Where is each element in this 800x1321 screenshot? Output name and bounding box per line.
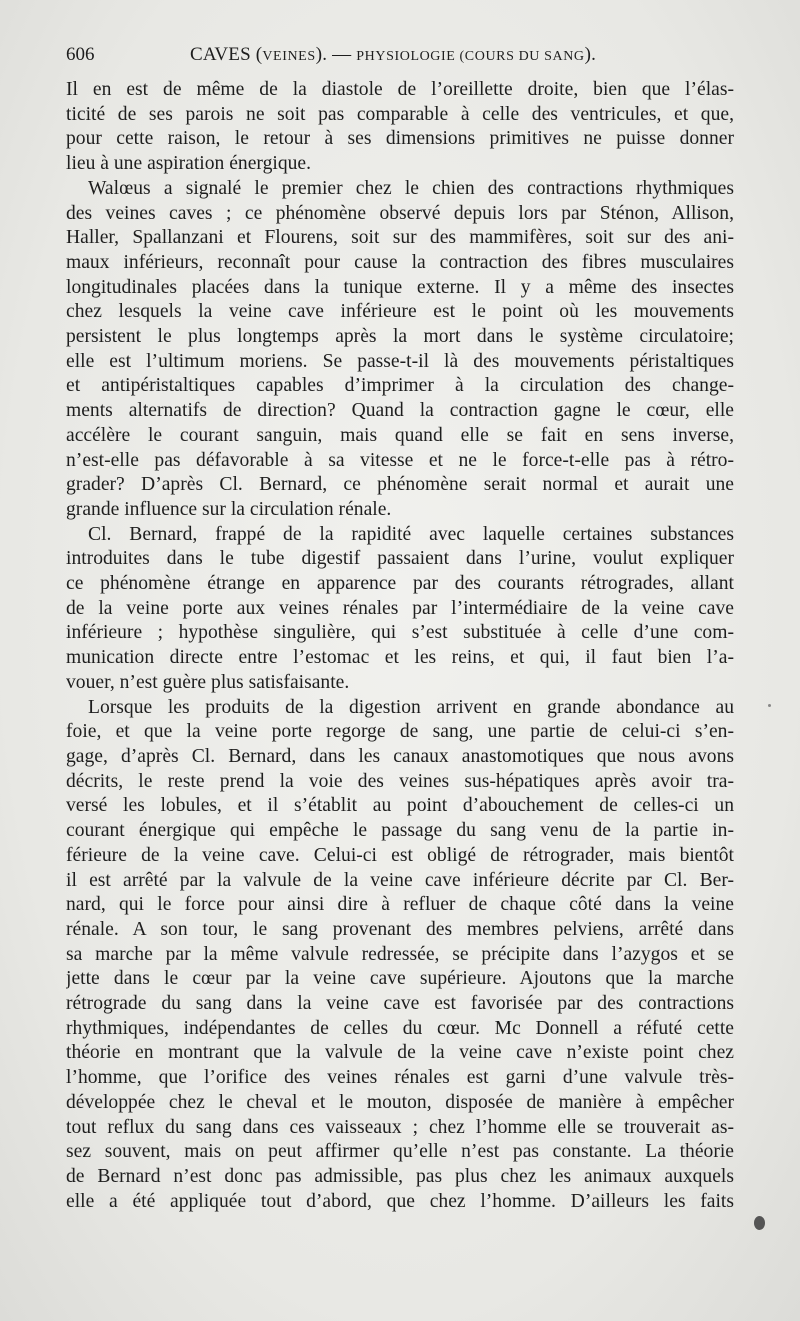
text-line: Haller, Spallanzani et Flourens, soit sur des mammifères, soit sur des ani- (66, 227, 734, 249)
text-line: munication directe entre l’estomac et les reins, et qui, il faut bien l’a- (66, 647, 734, 669)
text-line: persistent le plus longtemps après la mort dans le système circulatoire; (66, 326, 734, 348)
text-line: maux inférieurs, reconnaît pour cause la contraction des fibres musculaires (66, 251, 734, 273)
text-line: et antipéristaltiques capables d’imprimer à la circulation des change- (66, 375, 734, 397)
paragraph-2 (66, 177, 734, 523)
text-line: des veines caves ; ce phénomène observé depuis lors par Sténon, Allison, (66, 202, 734, 224)
text-line: théorie en montrant que la valvule de la veine cave n’existe point chez (66, 1042, 734, 1064)
ink-dot (768, 704, 771, 707)
text-line: versé les lobules, et il s’établit au point d’abouchement de celles-ci un (66, 795, 734, 817)
ink-spot (754, 1216, 765, 1230)
paragraph-3 (66, 523, 734, 696)
paragraph-4 (66, 696, 734, 1215)
text-line: développée chez le cheval et le mouton, disposée de manière à empêcher (66, 1091, 734, 1113)
text-line: lieu à une aspiration énergique. (66, 153, 312, 175)
text-line: Lorsque les produits de la digestion arrivent en grande abondance au (88, 696, 734, 718)
text-line: gage, d’après Cl. Bernard, dans les canaux anastomotiques que nous avons (66, 745, 734, 767)
text-line: accélère le courant sanguin, mais quand elle se fait en sens inverse, (66, 424, 734, 446)
text-line: rhythmiques, indépendantes de celles du cœur. Mc Donnell a réfuté cette (66, 1017, 734, 1039)
text-line: introduites dans le tube digestif passaient dans l’urine, voulut expliquer (66, 548, 734, 570)
text-line: grande influence sur la circulation rénale. (66, 498, 392, 520)
text-line: décrits, le reste prend la voie des veines sus-hépatiques après avoir tra- (66, 770, 734, 792)
text-line: sez souvent, mais on peut affirmer qu’elle n’est pas constante. La théorie (66, 1141, 734, 1163)
page-number: 606 (66, 44, 95, 65)
text-line: Cl. Bernard, frappé de la rapidité avec laquelle certaines substances (88, 523, 734, 545)
text-line: ticité de ses parois ne soit pas comparable à celle des ventricules, et que, (66, 103, 734, 125)
text-line: courant énergique qui empêche le passage du sang venu de la partie in- (66, 820, 734, 842)
text-line: ments alternatifs de direction? Quand la contraction gagne le cœur, elle (66, 400, 734, 422)
text-line: inférieure ; hypothèse singulière, qui s’est substituée à celle d’une com- (66, 622, 734, 644)
text-line: l’homme, que l’orifice des veines rénales est garni d’une valvule très- (66, 1067, 734, 1089)
text-line: chez lesquels la veine cave inférieure est le point où les mouvements (66, 301, 734, 323)
text-line: Walœus a signalé le premier chez le chien des contractions rhythmiques (88, 177, 734, 199)
text-line: grader? D’après Cl. Bernard, ce phénomène serait normal et aurait une (66, 474, 734, 496)
text-line: elle a été appliquée tout d’abord, que chez l’homme. D’ailleurs les faits (66, 1190, 734, 1212)
text-line: n’est-elle pas défavorable à sa vitesse et ne le force-t-elle pas à rétro- (66, 449, 734, 471)
text-line: il est arrêté par la valvule de la veine cave inférieure décrite par Cl. Ber- (66, 869, 734, 891)
text-line: longitudinales placées dans la tunique externe. Il y a même des insectes (66, 276, 734, 298)
text-line: de Bernard n’est donc pas admissible, pas plus chez les animaux auxquels (66, 1165, 734, 1187)
text-line: férieure de la veine cave. Celui-ci est obligé de rétrograder, mais bientôt (66, 844, 734, 866)
running-head: CAVES (VEINES). — PHYSIOLOGIE (COURS DU SANG). (190, 44, 597, 65)
body-text (66, 78, 734, 1214)
page-header (66, 44, 734, 72)
text-line: vouer, n’est guère plus satisfaisante. (66, 671, 350, 693)
text-line: de la veine porte aux veines rénales par l’intermédiaire de la veine cave (66, 597, 734, 619)
paragraph-1 (66, 78, 734, 177)
text-line: ce phénomène étrange en apparence par des courants rétrogrades, allant (66, 573, 734, 595)
text-line: pour cette raison, le retour à ses dimensions primitives ne puisse donner (66, 128, 734, 150)
text-line: rétrograde du sang dans la veine cave est favorisée par des contractions (66, 993, 734, 1015)
text-line: rénale. A son tour, le sang provenant des membres pelviens, arrêté dans (66, 918, 734, 940)
text-line: nard, qui le force pour ainsi dire à refluer de chaque côté dans la veine (66, 894, 734, 916)
text-line: sa marche par la même valvule redressée, se précipite dans l’azygos et se (66, 943, 734, 965)
text-line: elle est l’ultimum moriens. Se passe-t-il là des mouvements péristaltiques (66, 350, 734, 372)
text-line: Il en est de même de la diastole de l’oreillette droite, bien que l’élas- (66, 79, 734, 100)
text-line: foie, et que la veine porte regorge de sang, une partie de celui-ci s’en- (66, 721, 734, 743)
text-line: tout reflux du sang dans ces vaisseaux ; chez l’homme elle se trouverait as- (66, 1116, 734, 1138)
text-line: jette dans le cœur par la veine cave supérieure. Ajoutons que la marche (66, 968, 734, 990)
